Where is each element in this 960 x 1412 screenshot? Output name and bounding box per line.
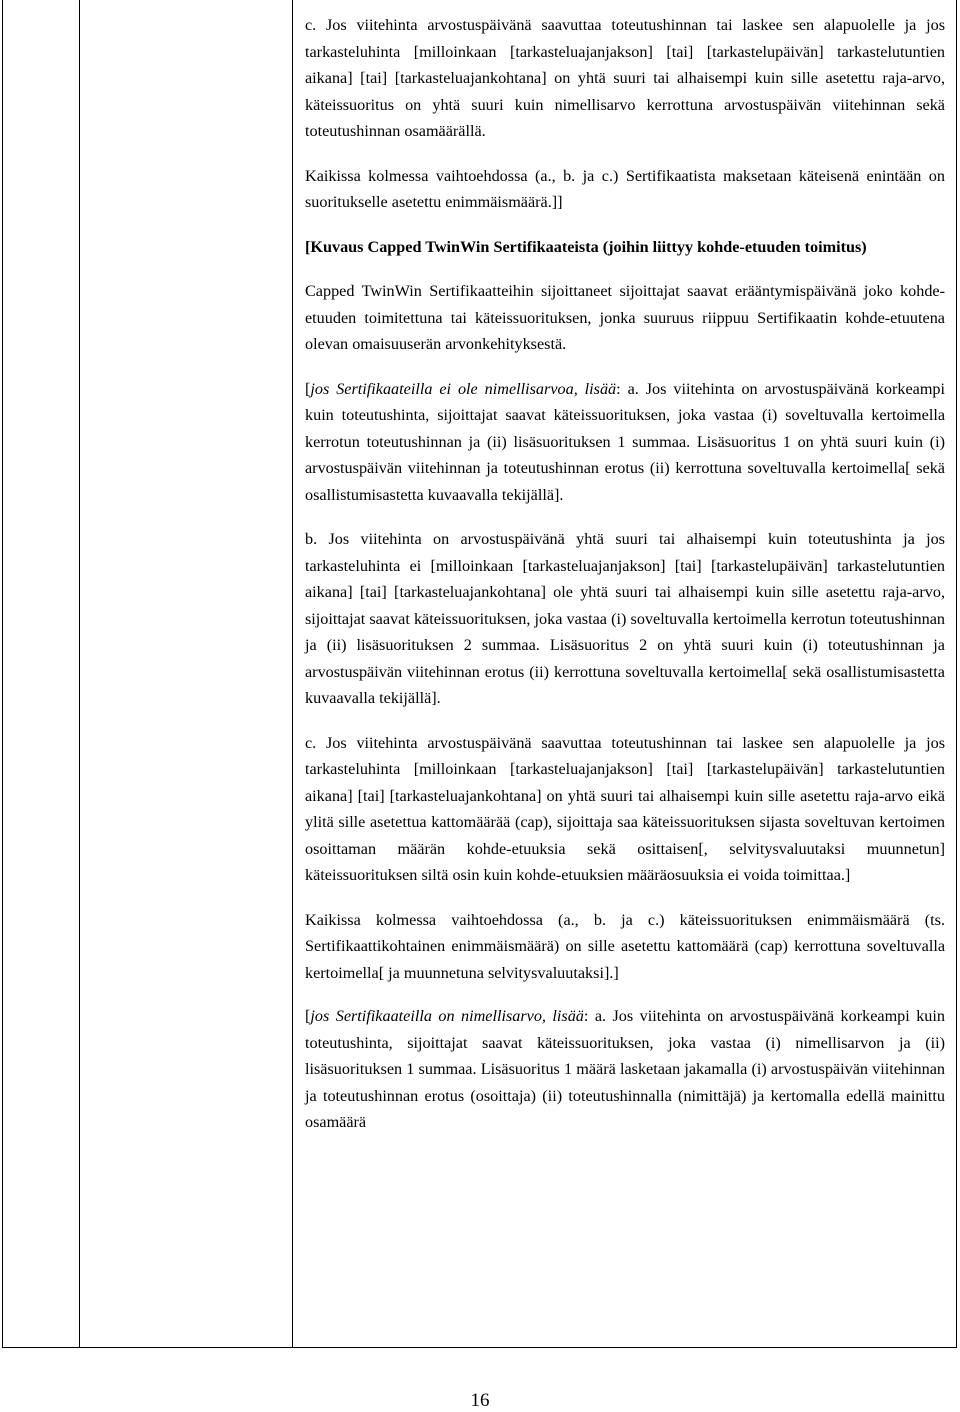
- paragraph-all-options: Kaikissa kolmessa vaihtoehdossa (a., b. ja c.) käteissuorituksen enimmäismäärä (ts. Sertifikaattikohtainen enimmäismäärä) on sille asetettu kattomäärä (cap) kerrottuna soveltuvalla kertoimella[ ja muunnetuna selvitysvaluutaksi].]: [305, 910, 945, 982]
- paragraph-max-amount: Kaikissa kolmessa vaihtoehdossa (a., b. ja c.) Sertifikaatista maksetaan käteisenä enintään on suoritukselle asetettu enimmäismäärä.]]: [305, 166, 945, 211]
- paragraph-nominal-option-a-text: : a. Jos viitehinta on arvostuspäivänä korkeampi kuin toteutushinta, sijoittajat saavat käteissuorituksen, joka vastaa (i) nimellisarvon ja (ii) lisäsuorituksen 1 summaa. Lisäsuoritus 1 määrä lasketaan jakamalla (i) arvostuspäivän viitehinnan ja toteutushinnan erotus (osoittaja) (ii) toteutushinnalla (nimittäjä) ja kertomalla edellä mainittu osamäärä: [305, 1007, 945, 1131]
- italic-instruction: jos Sertifikaateilla ei ole nimellisarvoa, lisää: [310, 379, 617, 398]
- table-column-divider: [292, 0, 293, 1347]
- paragraph-description: Capped TwinWin Sertifikaatteihin sijoittaneet sijoittajat saavat erääntymispäivänä joko kohde-etuuden toimitettuna tai käteissuorituksen, jonka suuruus riippuu Sertifikaatin kohde-etuutena olevan omaisuuserän arvonkehityksestä.: [305, 282, 945, 353]
- section-heading: [Kuvaus Capped TwinWin Sertifikaateista (joihin liittyy kohde-etuuden toimitus): [305, 237, 867, 256]
- bracket-open: [: [305, 379, 311, 398]
- bracket-open: [: [305, 1007, 311, 1025]
- document-body: [305, 12, 945, 1154]
- paragraph-option-c: c. Jos viitehinta arvostuspäivänä saavuttaa toteutushinnan tai laskee sen alapuolelle ja jos tarkasteluhinta [milloinkaan [tarkasteluajanjakson] [tai] [tarkastelupäivän] tarkastelutuntien aikana] [tai] [tarkasteluajankohtana] on yhtä suuri tai alhaisempi kuin sille asetettu raja-arvo eikä ylitä sille asetettua kattomäärää (cap), sijoittaja saa käteissuorituksen sijasta soveltuvan kertoimen osoittaman määrän kohde-etuuksia sekä osittaisen[, selvitysvaluutaksi muunnetun] käteissuorituksen siltä osin kuin kohde-etuuksien määräosuuksia ei voida toimittaa.]: [305, 733, 945, 884]
- paragraph-c-cash-settlement: c. Jos viitehinta arvostuspäivänä saavuttaa toteutushinnan tai laskee sen alapuolelle ja jos tarkasteluhinta [milloinkaan [tarkasteluajanjakson] [tai] [tarkastelupäivän] tarkastelutuntien aikana] [tai] [tarkasteluajankohtana] on yhtä suuri tai alhaisempi kuin sille asetettu raja-arvo, käteissuoritus on yhtä suuri kuin nimellisarvo kerrottuna arvostuspäivän viitehinnan sekä toteutushinnan osamäärällä.: [305, 16, 945, 140]
- paragraph-option-b: b. Jos viitehinta on arvostuspäivänä yhtä suuri tai alhaisempi kuin toteutushinta ja jos tarkasteluhinta ei [milloinkaan [tarkasteluajanjakson] [tai] [tarkastelupäivän] tarkastelutuntien aikana] [tai] [tarkasteluajankohtana] ole yhtä suuri tai alhaisempi kuin sille asetettu raja-arvo, sijoittajat saavat käteissuorituksen, joka vastaa (i) soveltuvalla kertoimella kerrotun toteutushinnan ja (ii) lisäsuorituksen 2 summaa. Lisäsuoritus 2 on yhtä suuri kuin (i) toteutushinnan ja arvostuspäivän viitehinnan erotus (ii) kerrottuna soveltuvalla kertoimella[ sekä osallistumisastetta kuvaavalla tekijällä].: [305, 530, 945, 707]
- paragraph-option-a: [305, 376, 945, 509]
- italic-instruction: jos Sertifikaateilla on nimellisarvo, lisää: [310, 1007, 584, 1025]
- page-number: 16: [470, 1390, 490, 1411]
- paragraph-option-a-text: : a. Jos viitehinta on arvostuspäivänä korkeampi kuin toteutushinta, sijoittajat saavat käteissuorituksen, joka vastaa (i) soveltuvalla kertoimella kerrotun toteutushinnan ja (ii) lisäsuorituksen 1 summaa. Lisäsuoritus 1 on yhtä suuri kuin (i) arvostuspäivän viitehinnan ja toteutushinnan erotus (ii) kerrottuna soveltuvalla kertoimella[ sekä osallistumisastetta kuvaavalla tekijällä].: [305, 379, 945, 504]
- paragraph-nominal-option-a: [305, 1003, 945, 1136]
- table-column-divider: [79, 0, 80, 1347]
